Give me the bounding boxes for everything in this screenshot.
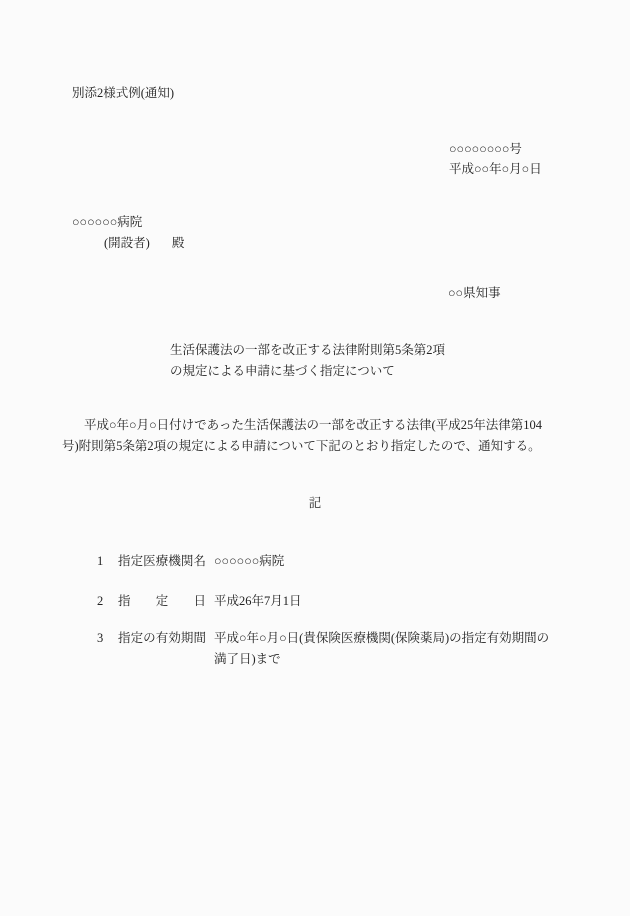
document-title	[170, 340, 445, 382]
item-3-number: 3	[97, 631, 104, 645]
item-3-label: 指定の有効期間	[118, 631, 206, 645]
item-1-value: ○○○○○○病院	[214, 554, 285, 568]
document-title-line-1: 生活保護法の一部を改正する法律附則第5条第2項	[170, 343, 446, 357]
sender-governor: ○○県知事	[448, 286, 501, 300]
addressee-block	[72, 212, 184, 254]
addressee-qualifier-line	[72, 233, 184, 254]
item-row-1	[97, 551, 284, 572]
item-2-number: 2	[97, 594, 104, 608]
form-label: 別添2様式例(通知)	[72, 86, 175, 100]
body-line-2: 号)附則第5条第2項の規定による申請について下記のとおり指定したので、通知する。	[62, 439, 541, 453]
record-marker: 記	[308, 496, 322, 510]
item-row-3	[97, 628, 549, 670]
document-title-line-2: の規定による申請に基づく指定について	[170, 364, 395, 378]
addressee-honorific: 殿	[171, 236, 185, 250]
reference-date: 平成○○年○月○日	[449, 162, 542, 176]
item-2-value: 平成26年7月1日	[214, 594, 302, 608]
addressee-name: ○○○○○○病院	[72, 215, 143, 229]
reference-number: ○○○○○○○○号	[449, 142, 522, 156]
item-3-value	[214, 628, 549, 670]
item-2-label: 指定日	[118, 594, 206, 608]
item-1-label: 指定医療機関名	[118, 554, 206, 568]
item-3-value-line-2: 満了日)まで	[214, 652, 281, 666]
item-row-2	[97, 591, 302, 612]
body-line-1: 平成○年○月○日付けであった生活保護法の一部を改正する法律(平成25年法律第104	[84, 418, 542, 432]
reference-block	[449, 139, 542, 179]
item-1-number: 1	[97, 554, 104, 568]
addressee-qualifier: (開設者)	[104, 236, 150, 250]
body-paragraph	[62, 415, 582, 457]
item-3-value-line-1: 平成○年○月○日(貴保険医療機関(保険薬局)の指定有効期間の	[214, 631, 550, 645]
